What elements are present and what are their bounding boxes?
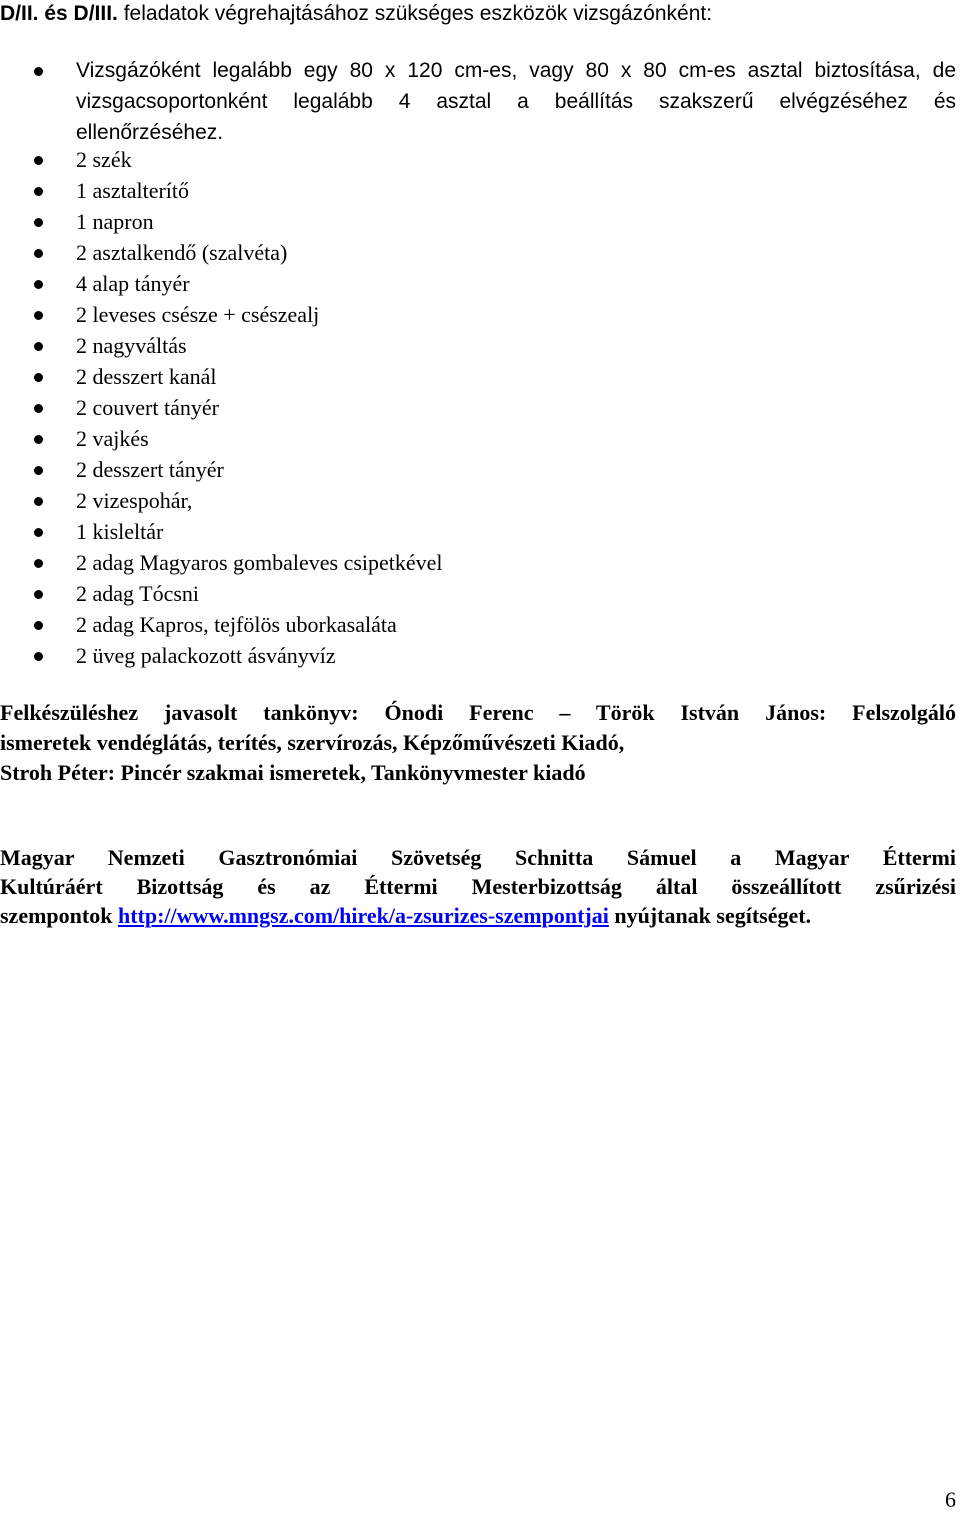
list-item [0,392,960,423]
list-item-text: 2 asztalkendő (szalvéta) [76,240,288,265]
list-item-text: 2 adag Tócsni [76,581,200,606]
bullet-icon [34,342,43,351]
bullet-icon [34,528,43,537]
criteria-link[interactable]: http://www.mngsz.com/hirek/a-zsurizes-szempontjai [117,903,609,928]
criteria-text-before-link: szempontok [0,903,118,928]
list-item [0,423,960,454]
criteria-text-after-link: nyújtanak segítséget. [608,903,812,928]
bullet-icon [34,466,43,475]
list-item-text: 1 napron [76,209,154,234]
criteria-line-3 [0,901,956,930]
list-item-text: 2 adag Magyaros gombaleves csipetkével [76,550,443,575]
table-requirement-line-1: Vizsgázóként legalább egy 80 x 120 cm-es, vagy 80 x 80 cm-es asztal biztosítása, de [76,59,956,82]
list-item-text: 2 szék [76,147,132,172]
bullet-icon [34,249,43,258]
table-requirement-line-2: vizsgacsoportonként legalább 4 asztal a beállítás szakszerű elvégzéséhez és [76,90,956,113]
list-item [0,609,960,640]
criteria-line-1: Magyar Nemzeti Gasztronómiai Szövetség Schnitta Sámuel a Magyar Éttermi [0,845,956,870]
list-item-text: 2 vizespohár, [76,488,193,513]
textbook-line-3: Stroh Péter: Pincér szakmai ismeretek, Tankönyvmester kiadó [0,760,586,785]
bullet-icon [34,280,43,289]
list-item [0,516,960,547]
section-heading [0,0,960,27]
bullet-icon [34,590,43,599]
list-item-text: 2 leveses csésze + csészealj [76,302,320,327]
heading-task-codes: D/II. és D/III. [0,2,118,25]
list-item [0,175,960,206]
list-item-text: 2 couvert tányér [76,395,219,420]
bullet-icon [34,218,43,227]
bullet-icon [34,497,43,506]
list-item [0,485,960,516]
list-item-text: 2 nagyváltás [76,333,187,358]
heading-text: feladatok végrehajtásához szükséges eszközök vizsgázónként: [117,2,713,25]
textbook-line-1: Felkészüléshez javasolt tankönyv: Ónodi Ferenc – Török István János: Felszolgáló [0,700,956,725]
bullet-icon [34,156,43,165]
list-item-text: 1 kisleltár [76,519,164,544]
textbook-line-2: ismeretek vendéglátás, terítés, szervírozás, Képzőművészeti Kiadó, [0,730,625,755]
list-item [0,299,960,330]
equipment-list [0,144,960,671]
list-item [0,268,960,299]
bullet-icon [34,559,43,568]
list-item [0,237,960,268]
bullet-icon [34,187,43,196]
list-item-text: 2 üveg palackozott ásványvíz [76,643,336,668]
list-item [0,640,960,671]
criteria-line-2: Kultúráért Bizottság és az Éttermi Mesterbizottság által összeállított zsűrizési [0,874,956,899]
list-item [0,330,960,361]
bullet-icon [34,404,43,413]
list-item [0,144,960,175]
list-item-text: 2 desszert tányér [76,457,224,482]
bullet-icon [34,652,43,661]
judging-criteria-paragraph [0,843,956,930]
list-item [0,547,960,578]
list-item [0,206,960,237]
bullet-icon [34,373,43,382]
list-item-text: 2 vajkés [76,426,149,451]
table-requirement-text [76,55,956,148]
page-number: 6 [945,1487,956,1512]
table-requirement-line-3: ellenőrzéséhez. [76,121,224,144]
recommended-textbook-paragraph [0,698,956,788]
bullet-icon [34,621,43,630]
bullet-icon [34,311,43,320]
list-item-text: 4 alap tányér [76,271,190,296]
list-item-text: 2 desszert kanál [76,364,217,389]
bullet-icon [34,435,43,444]
list-item [0,361,960,392]
list-item [0,454,960,485]
list-item-text: 2 adag Kapros, tejfölös uborkasaláta [76,612,397,637]
list-item [0,578,960,609]
bullet-icon [34,67,43,76]
list-item-text: 1 asztalterítő [76,178,190,203]
